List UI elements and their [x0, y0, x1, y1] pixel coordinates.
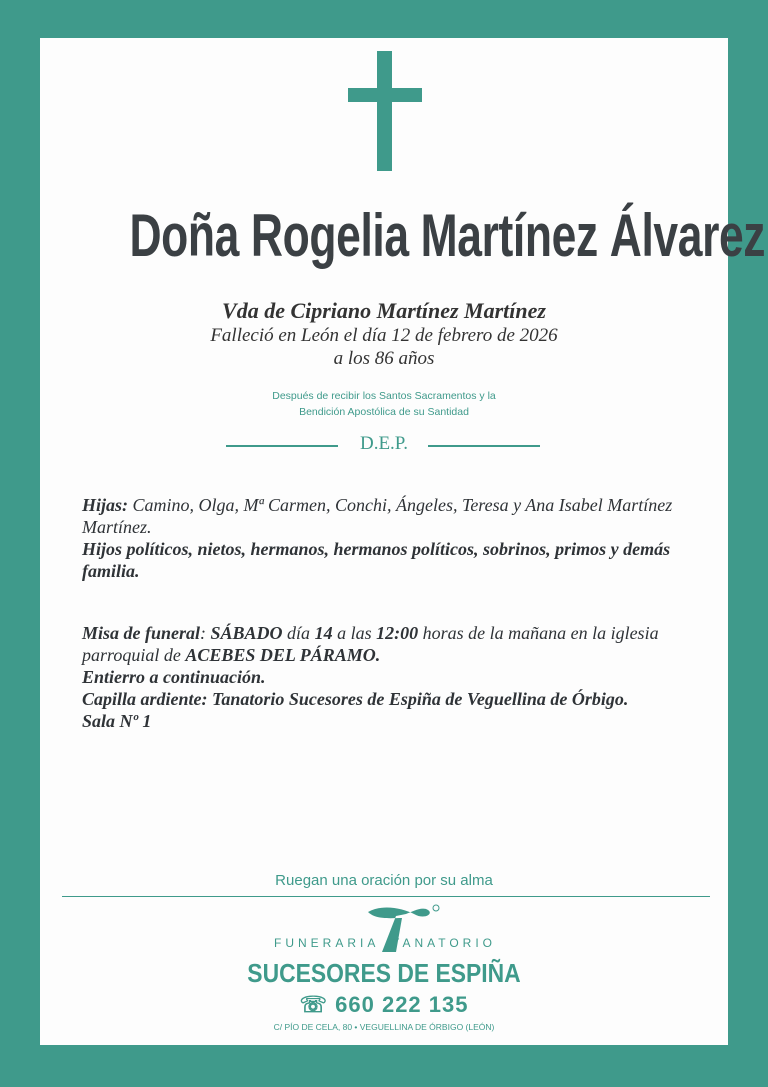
funeraria-label: FUNERARIA: [274, 936, 380, 950]
funeral-home-logo-icon: [362, 904, 442, 960]
address: C/ PÍO DE CELA, 80 • VEGUELLINA DE ÓRBIGO (LEÓN): [273, 1022, 495, 1032]
cross-icon: [377, 51, 392, 171]
day: 14: [314, 623, 333, 643]
text: horas de la mañana en la iglesia parroquial de: [82, 623, 659, 665]
burial: Entierro a continuación.: [82, 667, 266, 687]
text: día: [282, 623, 315, 643]
family-section: [82, 494, 712, 582]
time: 12:00: [376, 623, 419, 643]
chapel: Capilla ardiente: Tanatorio Sucesores de Espiña de Veguellina de Órbigo.: [82, 689, 629, 709]
sacraments-line: Después de recibir los Santos Sacramentos y la: [272, 390, 496, 402]
phone-number: 660 222 135: [335, 992, 469, 1017]
phone-icon: ☏: [299, 992, 336, 1017]
mass-info: [82, 622, 712, 666]
deceased-name: Doña Rogelia Martínez Álvarez: [129, 202, 766, 269]
sep: :: [200, 623, 211, 643]
daughters-names: Camino, Olga, Mª Carmen, Conchi, Ángeles, Teresa y Ana Isabel Martínez Martínez.: [82, 495, 673, 537]
weekday: SÁBADO: [210, 623, 283, 643]
dep: D.E.P.: [359, 433, 409, 454]
daughters: [82, 494, 712, 538]
obituary-sheet: [40, 38, 766, 1045]
phone: [40, 992, 728, 1018]
divider-right: [428, 445, 540, 447]
sacraments-note: [40, 388, 728, 420]
prayer-request: Ruegan una oración por su alma: [275, 872, 493, 889]
footer-divider: [62, 896, 710, 897]
company-name: SUCESORES DE ESPIÑA: [247, 958, 521, 988]
text: a las: [332, 623, 377, 643]
death-info: Falleció en León el día 12 de febrero de 2026: [210, 325, 558, 346]
widow-of: Vda de Cipriano Martínez Martínez: [222, 298, 546, 323]
other-family: Hijos políticos, nietos, hermanos, hermanos políticos, sobrinos, primos y demás familia.: [82, 539, 671, 581]
mass-label: Misa de funeral: [82, 623, 201, 643]
age: a los 86 años: [333, 348, 435, 369]
church: ACEBES DEL PÁRAMO.: [185, 645, 381, 665]
tanatorio-label: TANATORIO: [392, 936, 497, 950]
sacraments-line: Bendición Apostólica de su Santidad: [299, 406, 469, 418]
funeral-section: [82, 622, 712, 732]
daughters-label: Hijas:: [82, 495, 129, 515]
room: Sala Nº 1: [82, 711, 152, 731]
cross-icon-bar: [348, 88, 422, 102]
